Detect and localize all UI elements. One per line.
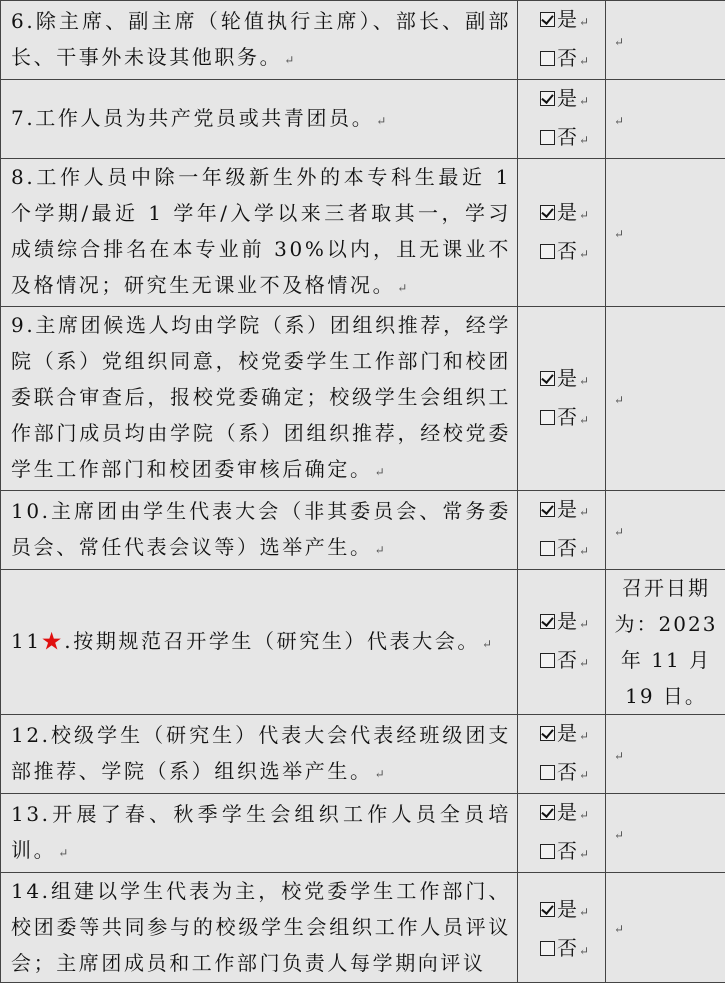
item-text: 工作人员中除一年级新生外的本专科生最近 1 个学期/最近 1 学年/入学以来三者取其一，学习成绩综合排名在本专业前 30%以内，且无课业不及格情况；研究生无课业不及格情况。 [11, 165, 511, 297]
note-cell: ↵ [606, 794, 725, 873]
item-number: 6. [11, 9, 35, 33]
no-checkbox[interactable] [540, 653, 555, 668]
yes-checkbox[interactable] [540, 371, 555, 386]
item-text: 主席团候选人均由学院（系）团组织推荐，经学院（系）党组织同意，校党委学生工作部门和校团委联合审查后，报校党委确定；校级学生会组织工作部门成员均由学院（系）团组织推荐，经校党委学生工作部门和校团委审核后确定。 [11, 313, 511, 481]
item-cell: 10.主席团由学生代表大会（非其委员会、常务委员会、常任代表会议等）选举产生。 ↵ [1, 491, 518, 570]
yes-checkbox[interactable] [540, 12, 555, 27]
no-label: 否 [557, 760, 577, 784]
table-row [1, 873, 725, 983]
no-label: 否 [557, 405, 577, 429]
check-cell: 是 ↵ 否 ↵ [518, 159, 606, 307]
item-cell: 11★.按期规范召开学生（研究生）代表大会。 ↵ [1, 570, 518, 715]
item-number: 8. [11, 165, 35, 189]
note-cell: ↵ [606, 307, 725, 491]
yes-checkbox[interactable] [540, 91, 555, 106]
meeting-date-note: 召开日期为：2023年 11 月 19 日。 [606, 570, 725, 714]
check-cell: 是 ↵ 否 ↵ [518, 491, 606, 570]
item-cell: 8.工作人员中除一年级新生外的本专科生最近 1 个学期/最近 1 学年/入学以来三者取其一，学习成绩综合排名在本专业前 30%以内，且无课业不及格情况；研究生无课业不及格情况。 ↵ [1, 159, 518, 307]
no-checkbox[interactable] [540, 51, 555, 66]
item-text: 校级学生（研究生）代表大会代表经班级团支部推荐、学院（系）组织选举产生。 [11, 723, 511, 783]
item-text: 工作人员为共产党员或共青团员。 [35, 106, 374, 130]
no-checkbox[interactable] [540, 765, 555, 780]
note-cell: ↵ [606, 1, 725, 80]
item-number: 10. [11, 499, 51, 523]
no-label: 否 [557, 839, 577, 863]
yes-checkbox[interactable] [540, 726, 555, 741]
yes-label: 是 [557, 86, 577, 110]
check-cell: 是 ↵ 否 ↵ [518, 873, 606, 983]
table-row [1, 570, 725, 715]
yes-label: 是 [557, 609, 577, 633]
item-number: 13. [11, 802, 51, 826]
item-cell [1, 873, 518, 983]
note-cell: ↵ [606, 80, 725, 159]
yes-label: 是 [557, 897, 577, 921]
no-label: 否 [557, 239, 577, 263]
check-cell: 是 ↵ 否 ↵ [518, 570, 606, 715]
yes-checkbox[interactable] [540, 902, 555, 917]
note-cell: ↵ [606, 715, 725, 794]
note-cell: ↵ [606, 159, 725, 307]
yes-label: 是 [557, 721, 577, 745]
item-number: 9. [11, 313, 35, 337]
check-cell: 是 ↵ 否 ↵ [518, 80, 606, 159]
item-cell: 13.开展了春、秋季学生会组织工作人员全员培训。 ↵ [1, 794, 518, 873]
no-checkbox[interactable] [540, 410, 555, 425]
no-label: 否 [557, 936, 577, 960]
table-row [1, 794, 725, 873]
item-text: 按期规范召开学生（研究生）代表大会。 [73, 629, 480, 653]
yes-label: 是 [557, 800, 577, 824]
yes-label: 是 [557, 200, 577, 224]
item-cell: 6.除主席、副主席（轮值执行主席）、部长、副部长、干事外未设其他职务。 ↵ [1, 1, 518, 80]
no-checkbox[interactable] [540, 244, 555, 259]
table-row [1, 307, 725, 491]
check-cell: 是 ↵ 否 ↵ [518, 307, 606, 491]
yes-label: 是 [557, 497, 577, 521]
no-checkbox[interactable] [540, 941, 555, 956]
note-cell [606, 570, 725, 715]
table-row [1, 159, 725, 307]
item-cell: 9.主席团候选人均由学院（系）团组织推荐，经学院（系）党组织同意，校党委学生工作部门和校团委联合审查后，报校党委确定；校级学生会组织工作部门成员均由学院（系）团组织推荐，经校党委学生工作部门和校团委审核后确定。 ↵ [1, 307, 518, 491]
no-checkbox[interactable] [540, 541, 555, 556]
item-number: 12. [11, 723, 51, 747]
table-row [1, 80, 725, 159]
item-text: 开展了春、秋季学生会组织工作人员全员培训。 [11, 802, 511, 862]
note-cell: ↵ [606, 491, 725, 570]
table-row [1, 715, 725, 794]
no-checkbox[interactable] [540, 130, 555, 145]
item-text: 除主席、副主席（轮值执行主席）、部长、副部长、干事外未设其他职务。 [11, 9, 511, 69]
no-label: 否 [557, 125, 577, 149]
check-cell: 是 ↵ 否 ↵ [518, 794, 606, 873]
item-number: 11 [11, 629, 42, 653]
yes-checkbox[interactable] [540, 502, 555, 517]
no-label: 否 [557, 46, 577, 70]
yes-label: 是 [557, 366, 577, 390]
item-cell: 12.校级学生（研究生）代表大会代表经班级团支部推荐、学院（系）组织选举产生。 ↵ [1, 715, 518, 794]
yes-checkbox[interactable] [540, 614, 555, 629]
table-row [1, 491, 725, 570]
no-label: 否 [557, 536, 577, 560]
check-cell: 是 ↵ 否 ↵ [518, 715, 606, 794]
item-number: 7. [11, 106, 35, 130]
no-label: 否 [557, 648, 577, 672]
yes-checkbox[interactable] [540, 805, 555, 820]
star-icon: ★ [42, 629, 65, 653]
yes-label: 是 [557, 7, 577, 31]
item-text: 组建以学生代表为主，校党委学生工作部门、校团委等共同参与的校级学生会组织工作人员评议会；主席团成员和工作部门负责人每学期向评议 [11, 879, 511, 975]
check-cell: 是 ↵ 否 ↵ [518, 1, 606, 80]
item-number: 14. [11, 879, 51, 903]
yes-checkbox[interactable] [540, 205, 555, 220]
item-cell: 7.工作人员为共产党员或共青团员。 ↵ [1, 80, 518, 159]
note-cell: ↵ [606, 873, 725, 983]
table-row [1, 1, 725, 80]
no-checkbox[interactable] [540, 844, 555, 859]
item-text: 主席团由学生代表大会（非其委员会、常务委员会、常任代表会议等）选举产生。 [11, 499, 511, 559]
item-number-suffix: . [64, 629, 73, 653]
